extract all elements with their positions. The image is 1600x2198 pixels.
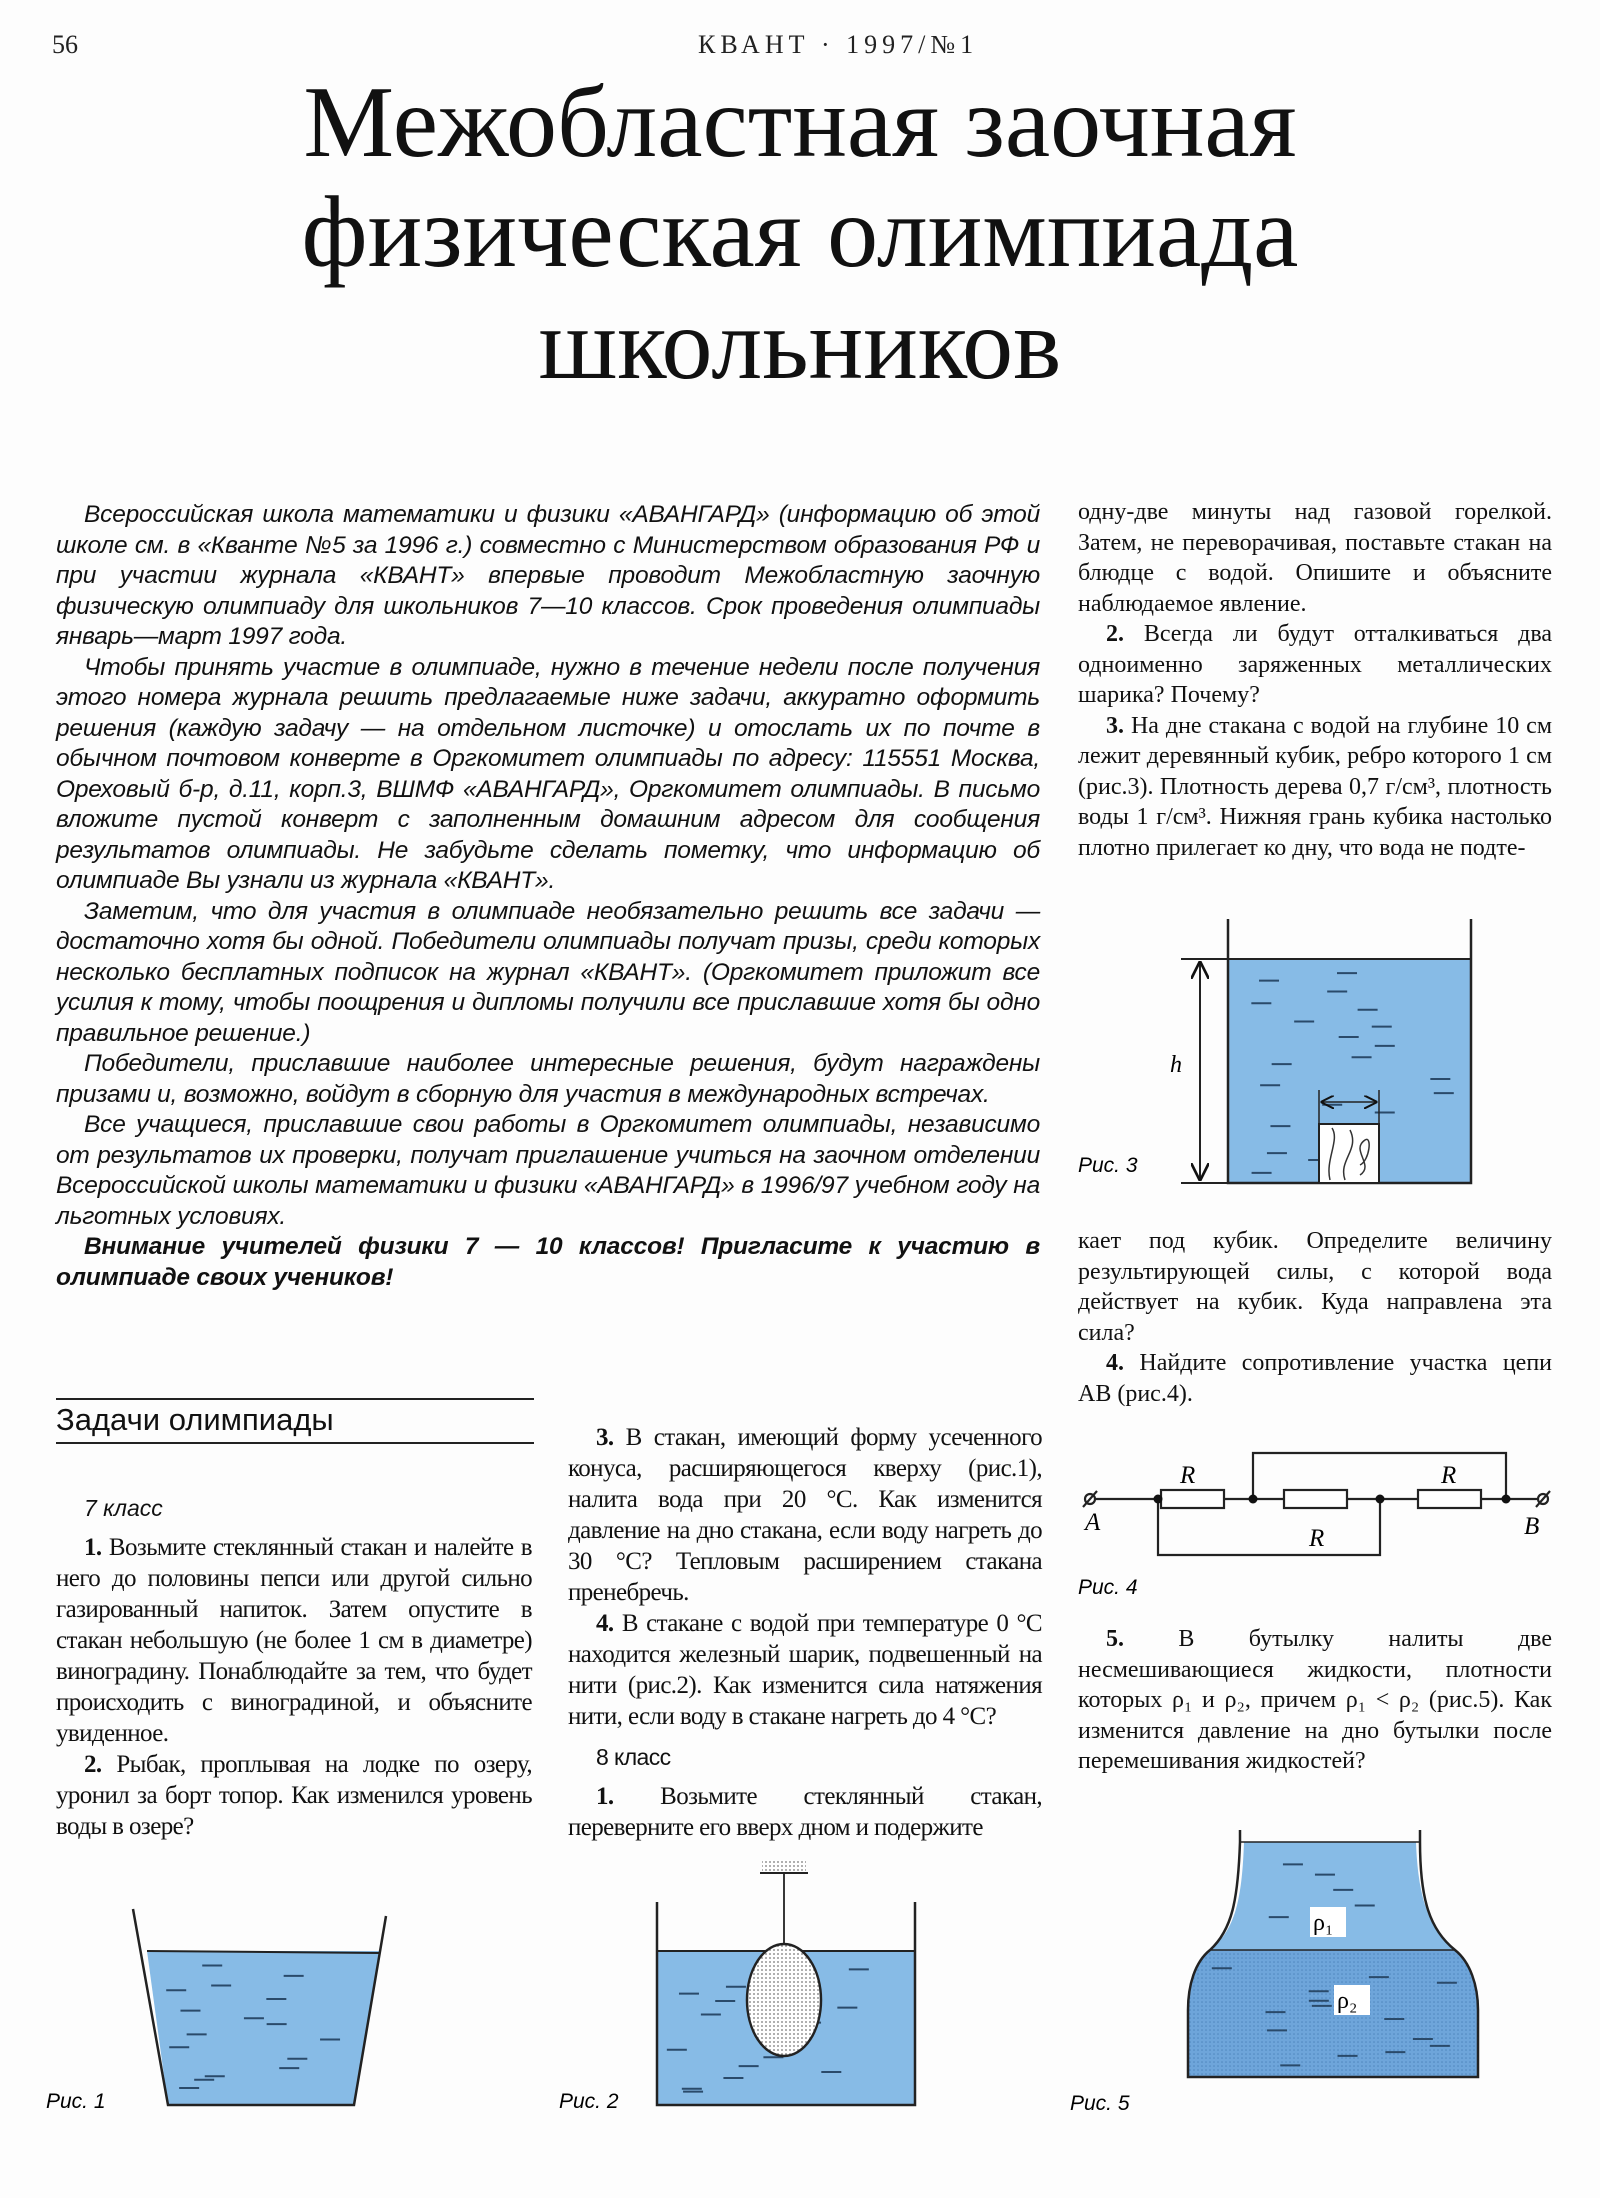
problem-text: Всегда ли будут отталкиваться два одноименно заряженных металлических шарика? Почему? (1078, 621, 1552, 708)
page-number: 56 (52, 30, 78, 59)
resistor-1 (1161, 1490, 1224, 1508)
resistor-label: R (1441, 1462, 1457, 1489)
problem-number: 5. (1106, 1626, 1124, 1652)
running-title: КВАНТ · 1997/№1 (698, 30, 979, 59)
teacher-notice: Внимание учителей физики 7 — 10 классов! Пригласите к участию в олимпиаде своих учеников! (56, 1233, 1040, 1291)
resistor-label: R (1309, 1525, 1325, 1552)
intro-paragraph: Чтобы принять участие в олимпиаде, нужно в течение недели после получения этого номера журнала решить предлагаемые ниже задачи, аккуратно оформить решения (каждую задачу — на отдельном листочке) и отослать их по почте в обычном почтовом конверте в Оргкомитет олимпиады по адресу: 115551 Москва, Ореховый б-р, д.11, корп.3, ВШМФ «АВАНГАРД», Оргкомитет олимпиады. В письмо вложите пустой конверт с заполненным домашним адресом для сообщения результатов олимпиады. Не забудьте сделать пометку, что информацию об олимпиаде Вы узнали из журнала «КВАНТ». (56, 653, 1040, 894)
problem-text: В бутылку налиты две несмешивающиеся жидкости, плотности которых ρ₁ и ρ₂, причем ρ₁ < ρ₂ (рис.5). Как изменится давление на дно бутылки после перемешивания жидкостей? (1078, 1626, 1552, 1774)
article-title-line-2: физическая олимпиада (301, 176, 1299, 289)
problem-number: 3. (1106, 712, 1124, 739)
ceiling-support-icon (762, 1860, 806, 1872)
figure-1-cone-glass (133, 1909, 386, 2105)
intro-paragraph: Победители, приславшие наиболее интересные решения, будут награждены призами и, возможно, войдут в сборную для участия в международных встречах. (56, 1050, 1040, 1108)
problem-number: 4. (596, 1610, 614, 1637)
problem-text: Рыбак, проплывая на лодке по озеру, уронил за борт топор. Как изменился уровень воды в озере? (56, 1751, 532, 1840)
problem-text: В стакан, имеющий форму усеченного конуса, расширяющегося кверху (рис.1), налита вода при 20 °С. Как изменится давление на дно стакана, если воду нагреть до 30 °С? Тепловым расширением стакана пренебречь. (568, 1424, 1042, 1606)
iron-ball (747, 1944, 821, 2056)
figure-4-caption: Рис. 4 (1078, 1576, 1138, 1599)
intro-paragraph: Все учащиеся, приславшие свои работы в Оргкомитет олимпиады, независимо от результатов их проверки, получат приглашение учиться на заочном отделении Всероссийской школы математики и физики «АВАНГАРД» в 1996/97 учебном году на льготных условиях. (56, 1111, 1040, 1230)
figure-1-caption: Рис. 1 (46, 2090, 106, 2113)
problem-number: 4. (1106, 1350, 1124, 1376)
terminal-a-icon (1083, 1491, 1097, 1507)
rho1-label: ρ₁ (1313, 1910, 1334, 1936)
junction-node (1249, 1495, 1258, 1504)
junction-node (1376, 1495, 1385, 1504)
problem-number: 2. (1106, 621, 1124, 647)
problem-number: 1. (596, 1783, 614, 1810)
grade-7-label: 7 класс (84, 1495, 163, 1521)
article-title-line-3: школьников (538, 288, 1062, 401)
problem-text: В стакане с водой при температуре 0 °С находится железный шарик, подвешенный на нити (рис.2). Как изменится сила натяжения нити, если воду в стакане нагреть до 4 °С? (568, 1610, 1042, 1730)
rho2-label: ρ₂ (1337, 1988, 1358, 2014)
section-heading: Задачи олимпиады (56, 1402, 334, 1437)
height-label: h (1170, 1052, 1182, 1078)
problem-text: Найдите сопротивление участка цепи AB (рис.4). (1078, 1350, 1553, 1407)
terminal-a-label: A (1085, 1509, 1101, 1536)
junction-node (1154, 1495, 1163, 1504)
figure-2-caption: Рис. 2 (559, 2090, 619, 2113)
problem-8-1-continuation: одну-две минуты над газовой горелкой. Затем, не переворачивая, поставьте стакан на блюдце с водой. Опишите и объясните наблюдаемое явление. (1078, 499, 1552, 617)
problem-number: 1. (84, 1534, 102, 1561)
problem-number: 3. (596, 1424, 614, 1451)
terminal-b-icon (1536, 1491, 1550, 1507)
figure-3-caption: Рис. 3 (1078, 1154, 1138, 1177)
figure-5-bottle (1188, 1830, 1478, 2077)
problem-8-3-continuation: кает под кубик. Определите величину результирующей силы, с которой вода действует на кубик. Куда направлена эта сила? (1078, 1228, 1552, 1346)
figure-5-caption: Рис. 5 (1070, 2092, 1130, 2115)
resistor-label: R (1180, 1462, 1196, 1489)
resistor-2 (1284, 1490, 1347, 1508)
problem-text: Возьмите стеклянный стакан, переверните его вверх дном и подержите (568, 1783, 1042, 1841)
article-title-line-1: Межобластная заочная (303, 66, 1297, 179)
terminal-b-label: B (1524, 1513, 1540, 1540)
intro-paragraph: Заметим, что для участия в олимпиаде необязательно решить все задачи — достаточно хотя бы одной. Победители олимпиады получат призы, среди которых несколько бесплатных подписок на журнал «КВАНТ». (Оргкомитет приложит все усилия к тому, чтобы поощрения и дипломы получили все приславшие хотя бы одно правильное решение.) (56, 897, 1040, 1047)
grade-8-label: 8 класс (596, 1744, 671, 1770)
water (147, 1951, 379, 2105)
intro-paragraph: Всероссийская школа математики и физики «АВАНГАРД» (информацию об этой школе см. в «Кванте №5 за 1996 г.) совместно с Министерством образования РФ и при участии журнала «КВАНТ» впервые проводит Межобластную заочную физическую олимпиаду для школьников 7—10 классов. Срок проведения олимпиады январь—март 1997 года. (56, 501, 1040, 650)
figure-2-ball-on-thread (657, 1860, 915, 2105)
junction-node (1502, 1495, 1511, 1504)
problem-text: На дне стакана с водой на глубине 10 см лежит деревянный кубик, ребро которого 1 см (рис.3). Плотность дерева 0,7 г/см³, плотность воды 1 г/см³. Нижняя грань кубика настолько плотно прилегает ко дну, что вода не подте- (1078, 712, 1553, 861)
figure-3-cube-in-water (1170, 919, 1471, 1183)
resistor-3 (1418, 1490, 1481, 1508)
problem-text: Возьмите стеклянный стакан и налейте в него до половины пепси или другой сильно газированный напиток. Затем опустите в стакан небольшую (не более 1 см в диаметре) виноградину. Понаблюдайте за тем, что будет происходить с виноградиной, и объясните увиденное. (56, 1534, 532, 1747)
problem-number: 2. (84, 1751, 102, 1778)
